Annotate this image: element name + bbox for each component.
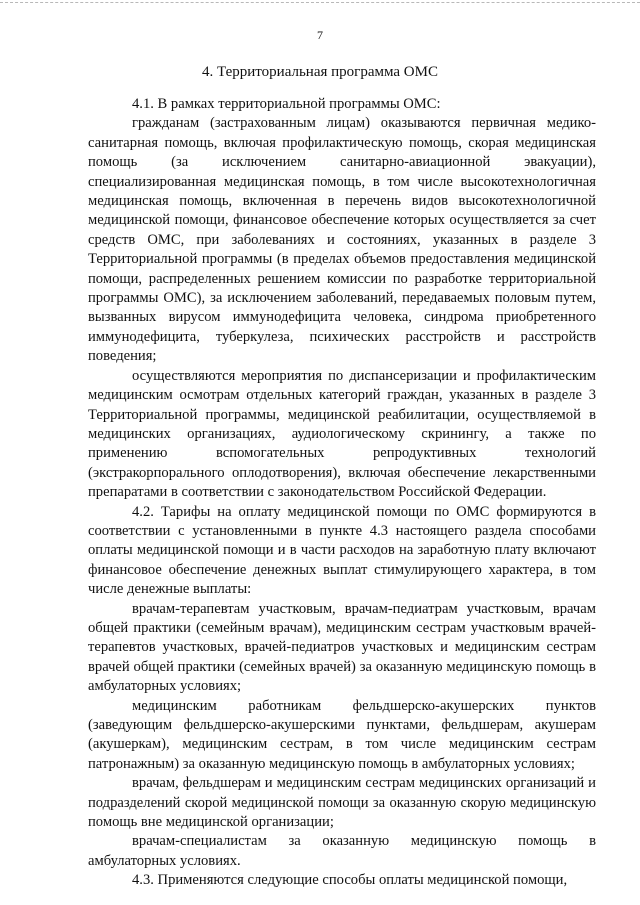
- paragraph-ambulance-staff: врачам, фельдшерам и медицинским сестрам медицинских организаций и подразделений скорой медицинской помощи за оказанную скорую медицинскую помощь вне медицинской организации;: [88, 775, 596, 831]
- paragraph-4-1: 4.1. В рамках территориальной программы ОМС:: [132, 96, 441, 112]
- paragraph-specialists: врачам-специалистам за оказанную медицинскую помощь в амбулаторных условиях.: [88, 833, 596, 869]
- document-body: [88, 95, 596, 891]
- paragraph-therapists: врачам-терапевтам участковым, врачам-педиатрам участковым, врачам общей практики (семейным врачам), медицинским сестрам участковым врачей-терапевтов участковых, врачей-педиатров участковых и медицинским сестрам врачей общей практики (семейных врачей) за оказанную медицинскую помощь в амбулаторных условиях;: [88, 600, 596, 695]
- paragraph-4-2: 4.2. Тарифы на оплату медицинской помощи по ОМС формируются в соответствии с установленными в пункте 4.3 настоящего раздела способами оплаты медицинской помощи и в части расходов на заработную плату включают финансовое обеспечение денежных выплат стимулирующего характера, в том числе денежные выплаты:: [88, 503, 596, 598]
- paragraph-4-3: 4.3. Применяются следующие способы оплаты медицинской помощи,: [132, 872, 568, 889]
- paragraph-citizens: гражданам (застрахованным лицам) оказываются первичная медико-санитарная помощь, включая профилактическую помощь, скорая медицинская помощь (за исключением санитарно-авиационной эвакуации), специализированная медицинская помощь, в том числе высокотехнологичная медицинская помощь, включенная в перечень видов высокотехнологичной медицинской помощи, финансовое обеспечение которых осуществляется за счет средств ОМС, при заболеваниях и состояниях, указанных в разделе 3 Территориальной программы (в пределах объемов предоставления медицинской помощи, распределенных решением комиссии по разработке территориальной программы ОМС), за исключением заболеваний, передаваемых половым путем, вызванных вирусом иммунодефицита человека, синдрома приобретенного иммунодефицита, туберкулеза, психических расстройств и расстройств поведения;: [88, 115, 596, 365]
- paragraph-feldsher-workers: медицинским работникам фельдшерско-акушерских пунктов (заведующим фельдшерско-акушерскими пунктами, фельдшерам, акушерам (акушеркам), медицинским сестрам, в том числе медицинским сестрам патронажным) за оказанную медицинскую помощь в амбулаторных условиях;: [88, 697, 596, 772]
- section-heading: 4. Территориальная программа ОМС: [202, 64, 438, 80]
- scan-top-edge: [0, 2, 640, 3]
- paragraph-measures: осуществляются мероприятия по диспансеризации и профилактическим медицинским осмотрам отдельных категорий граждан, указанных в разделе 3 Территориальной программы, медицинской реабилитации, осуществляемой в медицинских организациях, аудиологическому скринингу, а также по применению вспомогательных репродуктивных технологий (экстракорпорального оплодотворения), включая обеспечение лекарственными препаратами в соответствии с законодательством Российской Федерации.: [88, 367, 596, 501]
- page-number: 7: [317, 28, 323, 42]
